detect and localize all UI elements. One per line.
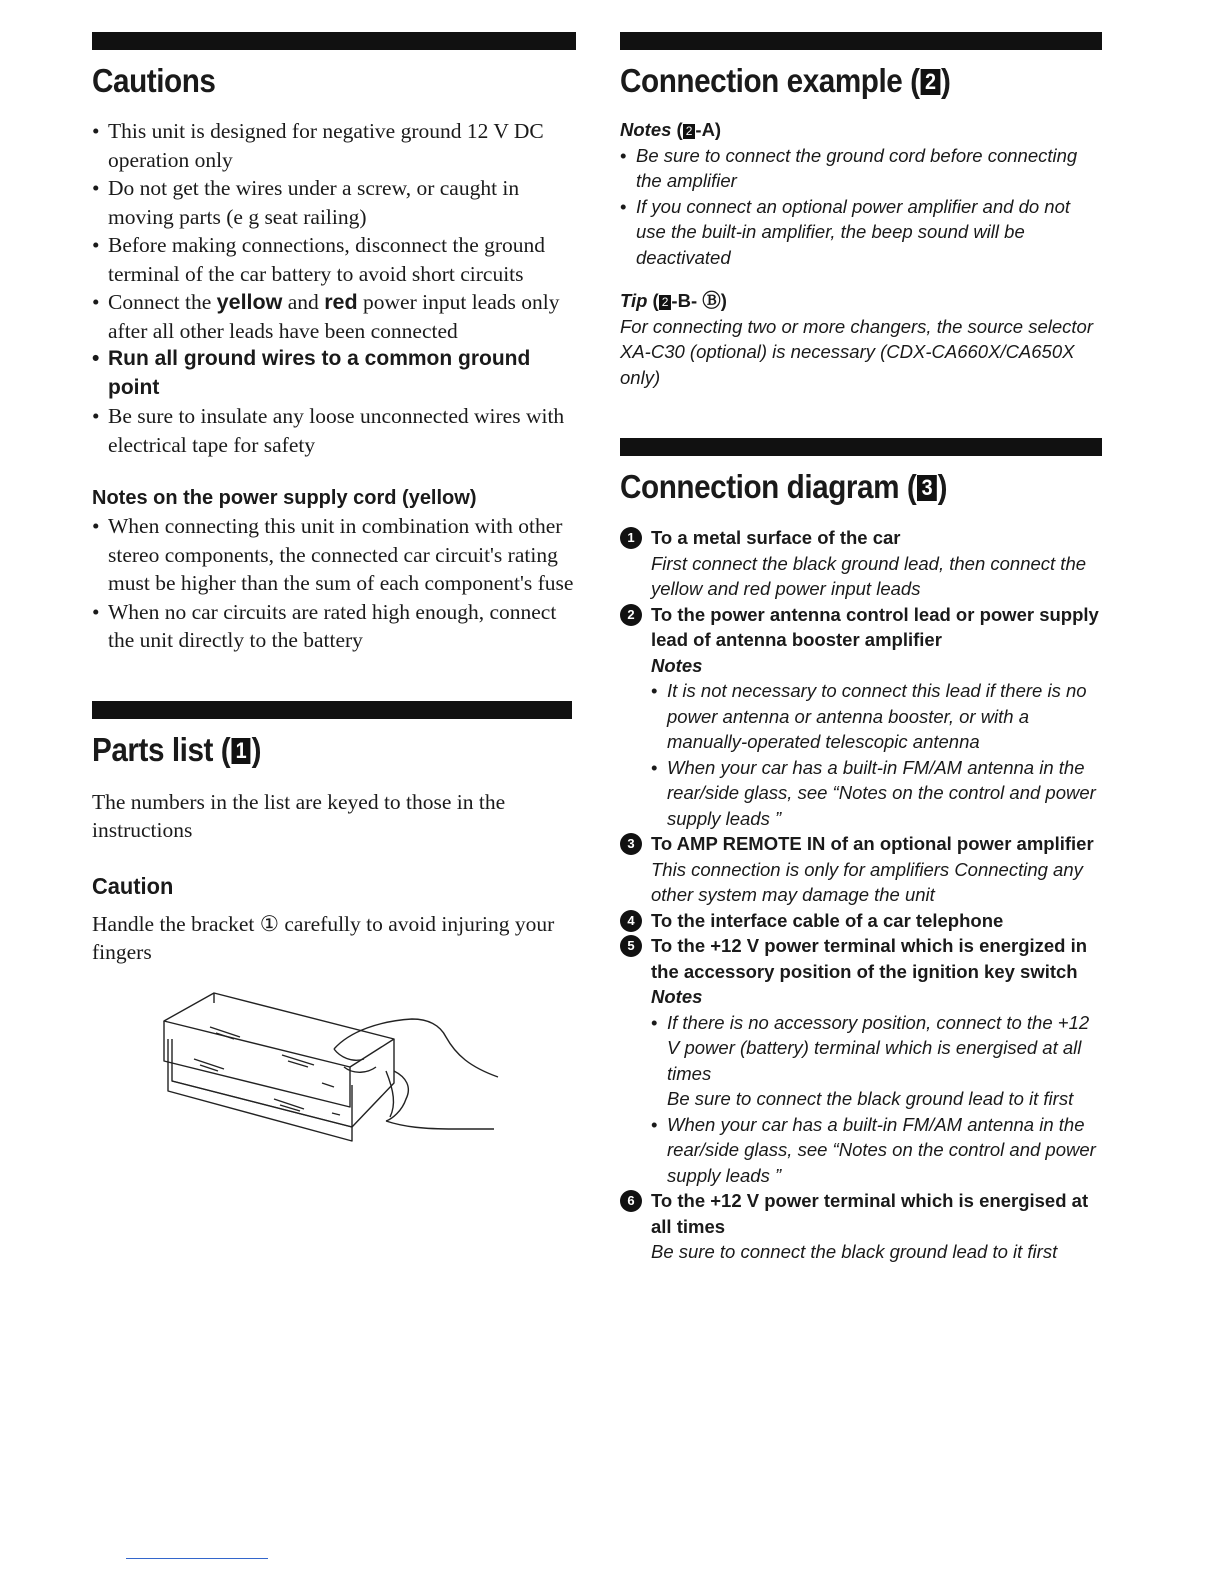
list-item: • If you connect an optional power amplifier and do not use the built-in amplifier, the beep sound will be deactivated (620, 194, 1104, 271)
cautions-list (92, 117, 576, 459)
number-badge: 2 (620, 604, 642, 626)
diagram-item-head: To the +12 V power terminal which is energised at all times (651, 1190, 1089, 1237)
diagram-item-body: Be sure to connect the black ground lead to it first (651, 1241, 1058, 1262)
list-item: • It is not necessary to connect this lead if there is no power antenna or antenna booster, or with a manually-operated telescopic antenna (651, 678, 1104, 755)
list-item: • Be sure to connect the ground cord before connecting the amplifier (620, 143, 1104, 194)
list-item: • Be sure to insulate any loose unconnected wires with electrical tape for safety (92, 402, 576, 459)
number-badge: 6 (620, 1190, 642, 1212)
example-notes-list (620, 143, 1104, 271)
diagram-notes-label: Notes (651, 654, 703, 676)
connection-example-title: Connection example ( 2 ) (620, 62, 951, 99)
diagram-notes-list (651, 1010, 1104, 1189)
list-item: • This unit is designed for negative ground 12 V DC operation only (92, 117, 576, 174)
diagram-notes-label: Notes (651, 986, 703, 1007)
number-badge: 1 (620, 527, 642, 549)
tip-text: For connecting two or more changers, the source selector XA-C30 (optional) is necessary (CDX-CA660X/CA650X only) (620, 315, 1094, 388)
diagram-item (620, 908, 1104, 934)
cautions-title: Cautions (92, 62, 216, 99)
connect-text-pre: Connect the (108, 290, 217, 314)
tip-label: Tip (620, 290, 648, 311)
diagram-item-head: To the +12 V power terminal which is energized in the accessory position of the ignition key switch (651, 935, 1088, 982)
parts-list-title: Parts list ( 1 ) (92, 730, 262, 768)
diagram-item (620, 602, 1104, 832)
diagram-item (620, 831, 1104, 908)
diagram-item-body: First connect the black ground lead, then connect the yellow and red power input leads (651, 552, 1087, 599)
list-item: • If there is no accessory position, connect to the +12 V power (battery) terminal which is energised at all times Be sure to connect the black ground lead to it first (651, 1010, 1104, 1112)
example-notes-heading: Notes ( 2 -A) (620, 119, 722, 140)
power-notes-heading: Notes on the power supply cord (yellow) (92, 487, 477, 509)
caution-heading: Caution (92, 872, 174, 899)
parts-intro: The numbers in the list are keyed to those in the instructions (92, 789, 506, 842)
figure-badge: 3 (917, 475, 937, 501)
number-badge: 3 (620, 833, 642, 855)
list-item: • Before making connections, disconnect the ground terminal of the car battery to avoid short circuits (92, 231, 576, 288)
figure-badge-small: 2 (683, 124, 696, 139)
red-word: red (324, 290, 358, 314)
caution-text: Handle the bracket ① carefully to avoid injuring your fingers (92, 911, 555, 964)
bracket-illustration (154, 981, 514, 1151)
list-item: • Run all ground wires to a common ground point (92, 345, 576, 402)
connection-diagram-title: Connection diagram ( 3 ) (620, 468, 948, 505)
left-column (92, 0, 576, 1151)
section-rule (620, 438, 1102, 456)
list-item: • Do not get the wires under a screw, or caught in moving parts (e g seat railing) (92, 174, 576, 231)
list-item (92, 288, 576, 345)
diagram-item-head: To AMP REMOTE IN of an optional power amplifier (651, 833, 1094, 854)
figure-badge: 2 (921, 69, 941, 95)
connect-text-post: power input leads only after all other leads have been connected (108, 290, 560, 343)
right-column (620, 0, 1104, 1265)
footer-rule (126, 1558, 268, 1559)
section-rule (92, 32, 576, 50)
figure-badge-small: 2 (659, 295, 672, 310)
note-continuation: Be sure to connect the black ground lead to it first (667, 1088, 1074, 1109)
diagram-item (620, 1188, 1104, 1265)
number-badge: 4 (620, 910, 642, 932)
diagram-item-head: To the power antenna control lead or power supply lead of antenna booster amplifier (651, 603, 1099, 650)
diagram-item (620, 933, 1104, 1188)
diagram-notes-list (651, 678, 1104, 831)
notes-label: Notes (620, 119, 672, 140)
list-item: • When your car has a built-in FM/AM antenna in the rear/side glass, see “Notes on the control and power supply leads ” (651, 1112, 1104, 1189)
tip-heading: Tip ( 2 -B- Ⓑ) (620, 290, 727, 311)
diagram-item-body: This connection is only for amplifiers Connecting any other system may damage the unit (651, 858, 1083, 905)
list-item: • When connecting this unit in combination with other stereo components, the connected car circuit's rating must be higher than the sum of each component's fuse (92, 512, 576, 598)
section-rule (92, 701, 572, 719)
diagram-item-head: To a metal surface of the car (651, 527, 901, 548)
power-notes-list (92, 512, 576, 655)
list-item: • When no car circuits are rated high enough, connect the unit directly to the battery (92, 598, 576, 655)
connect-text-and: and (282, 290, 325, 314)
diagram-item-head: To the interface cable of a car telephone (651, 909, 1004, 931)
figure-badge: 1 (231, 738, 251, 764)
number-badge: 5 (620, 935, 642, 957)
list-item: • When your car has a built-in FM/AM antenna in the rear/side glass, see “Notes on the control and power supply leads ” (651, 755, 1104, 832)
diagram-list (620, 525, 1104, 1265)
yellow-word: yellow (216, 290, 283, 314)
diagram-item (620, 525, 1104, 602)
section-rule (620, 32, 1102, 50)
